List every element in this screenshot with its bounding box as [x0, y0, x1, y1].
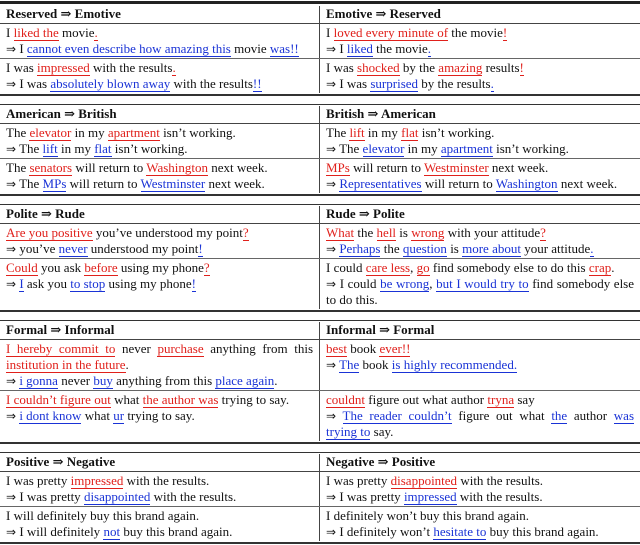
target-highlight: MPs	[42, 176, 67, 191]
source-sentence	[326, 473, 634, 489]
example-row	[0, 158, 640, 193]
plain-text: with the results.	[456, 489, 543, 504]
plain-text: by the	[399, 60, 439, 75]
plain-text: you’ve	[19, 241, 59, 256]
target-highlight: .	[590, 241, 594, 256]
section-divider	[0, 310, 640, 312]
plain-text: figure out what author	[365, 392, 488, 407]
source-highlight: Washington	[146, 160, 209, 175]
plain-text: next week.	[488, 160, 549, 175]
plain-text: never	[115, 341, 158, 356]
transferred-sentence	[6, 408, 313, 424]
example-row	[0, 124, 640, 158]
plain-text: The	[6, 160, 30, 175]
source-highlight: hell	[376, 225, 397, 240]
plain-text: I was	[6, 60, 38, 75]
right-example-cell	[320, 124, 640, 158]
example-row	[0, 340, 640, 390]
arrow-icon: ⇒	[326, 277, 337, 291]
left-section-header: Reserved ⇒ Emotive	[0, 6, 320, 23]
plain-text: will return to	[421, 176, 496, 191]
source-sentence	[6, 341, 313, 373]
plain-text: .	[274, 373, 278, 388]
target-highlight: be wrong	[380, 276, 430, 291]
left-section-header: Formal ⇒ Informal	[0, 322, 320, 339]
transferred-sentence	[326, 241, 634, 257]
source-sentence	[326, 60, 634, 76]
plain-text: is	[396, 225, 412, 240]
section-divider	[0, 194, 640, 196]
transferred-sentence	[6, 41, 313, 57]
plain-text: I was pretty	[326, 473, 391, 488]
right-example-cell	[320, 159, 640, 193]
source-highlight: !	[519, 60, 524, 75]
plain-text: I could	[326, 260, 366, 275]
target-highlight: i gonna	[19, 373, 58, 388]
plain-text: next week.	[208, 160, 268, 175]
arrow-icon: ⇒	[326, 177, 337, 191]
source-highlight: ?	[203, 260, 210, 275]
plain-text: I was pretty	[19, 489, 84, 504]
source-sentence	[6, 25, 313, 41]
target-highlight: .	[490, 76, 494, 91]
arrow-icon: ⇒	[326, 42, 337, 56]
plain-text: I definitely won’t buy this brand again.	[326, 508, 530, 523]
source-highlight: I hereby commit to	[6, 341, 116, 356]
right-example-cell	[320, 24, 640, 58]
section-divider	[0, 320, 640, 322]
target-highlight: !	[198, 241, 203, 256]
arrow-icon: ⇒	[6, 525, 17, 539]
target-highlight: .	[427, 41, 432, 56]
left-example-cell	[0, 391, 320, 441]
transferred-sentence	[326, 524, 634, 540]
plain-text: in my	[57, 141, 95, 156]
target-highlight: was!!	[269, 41, 299, 56]
source-highlight: crap	[588, 260, 612, 275]
source-sentence	[326, 260, 634, 276]
target-highlight: impressed	[403, 489, 457, 504]
plain-text: results	[482, 60, 520, 75]
source-highlight: the author was	[142, 392, 219, 407]
source-highlight: amazing	[438, 60, 483, 75]
source-highlight: care less	[365, 260, 411, 275]
plain-text: I	[326, 25, 334, 40]
plain-text: trying to say.	[218, 392, 290, 407]
left-example-cell	[0, 340, 320, 390]
source-highlight: Are you positive	[6, 225, 93, 240]
target-highlight: the	[551, 408, 568, 423]
arrow-icon: ⇒	[326, 525, 337, 539]
plain-text: I	[339, 41, 347, 56]
transferred-sentence	[326, 41, 634, 57]
plain-text: the movie	[448, 25, 503, 40]
transferred-sentence	[6, 241, 313, 257]
section-spacer	[0, 313, 640, 319]
source-highlight: shocked	[357, 60, 400, 75]
target-highlight: Washington	[495, 176, 558, 191]
arrow-icon: ⇒	[6, 490, 17, 504]
plain-text: is	[446, 241, 463, 256]
source-highlight: best	[326, 341, 347, 356]
arrow-icon: ⇒	[6, 142, 17, 156]
left-example-cell	[0, 24, 320, 58]
transferred-sentence	[326, 357, 634, 373]
target-highlight: place again	[215, 373, 275, 388]
transferred-sentence	[6, 373, 313, 389]
target-highlight: elevator	[362, 141, 405, 156]
arrow-icon: ⇒	[326, 358, 337, 372]
plain-text: author	[567, 408, 614, 423]
left-example-cell	[0, 124, 320, 158]
plain-text: anything from this	[203, 341, 314, 356]
source-sentence	[6, 508, 313, 524]
arrow-icon: ⇒	[326, 77, 337, 91]
source-sentence	[326, 160, 634, 176]
arrow-icon: ⇒	[326, 242, 337, 256]
right-section-header: Emotive ⇒ Reserved	[326, 6, 441, 21]
section-spacer	[0, 97, 640, 103]
transferred-sentence	[6, 489, 313, 505]
source-highlight: impressed	[70, 473, 124, 488]
source-sentence	[6, 225, 313, 241]
plain-text: find somebody else to do this.	[326, 276, 635, 307]
plain-text: will return to	[349, 160, 424, 175]
source-highlight: institution in the future	[6, 357, 126, 372]
plain-text: say.	[370, 424, 394, 439]
plain-text: isn’t working.	[492, 141, 569, 156]
source-sentence	[6, 160, 313, 176]
section-spacer	[0, 445, 640, 451]
right-section-header: British ⇒ American	[326, 106, 436, 121]
source-sentence	[326, 341, 634, 357]
transferred-sentence	[326, 141, 634, 157]
source-sentence	[6, 260, 313, 276]
source-highlight: ?	[242, 225, 249, 240]
plain-text: I was	[326, 60, 358, 75]
transferred-sentence	[6, 76, 313, 92]
plain-text: I was	[339, 76, 371, 91]
plain-text: I was pretty	[6, 473, 71, 488]
plain-text: the movie	[372, 41, 428, 56]
source-highlight: !	[502, 25, 508, 40]
source-highlight: lift	[349, 125, 365, 140]
left-example-cell	[0, 259, 320, 309]
plain-text: in my	[71, 125, 108, 140]
plain-text: with your attitude	[444, 225, 541, 240]
left-example-cell	[0, 507, 320, 541]
target-highlight: disappointed	[83, 489, 151, 504]
transferred-sentence	[326, 489, 634, 505]
source-highlight: apartment	[107, 125, 160, 140]
example-row	[0, 390, 640, 441]
source-highlight: senators	[29, 160, 73, 175]
plain-text: what	[110, 392, 143, 407]
target-highlight: cannot even describe how amazing this	[26, 41, 231, 56]
source-sentence	[326, 392, 634, 408]
source-highlight: purchase	[157, 341, 204, 356]
plain-text: I definitely won’t	[339, 524, 434, 539]
arrow-icon: ⇒	[326, 490, 337, 504]
plain-text: The	[19, 141, 43, 156]
target-highlight: !	[191, 276, 196, 291]
plain-text: isn’t working.	[418, 125, 495, 140]
plain-text: with the results.	[150, 489, 237, 504]
plain-text: say	[514, 392, 535, 407]
target-highlight: Westminster	[140, 176, 206, 191]
plain-text: figure out what	[451, 408, 552, 423]
plain-text: anything from this	[112, 373, 216, 388]
plain-text: in my	[404, 141, 441, 156]
target-highlight: hesitate to	[433, 524, 487, 539]
source-highlight: MPs	[326, 160, 350, 175]
plain-text: ,	[410, 260, 417, 275]
target-highlight: !!	[252, 76, 262, 91]
transferred-sentence	[326, 76, 634, 92]
source-sentence	[6, 392, 313, 408]
plain-text: using my phone	[105, 276, 192, 291]
plain-text: will return to	[72, 160, 147, 175]
plain-text: buy this brand again.	[120, 524, 233, 539]
section-header-row	[0, 206, 640, 224]
transferred-sentence	[6, 176, 313, 192]
arrow-icon: ⇒	[6, 177, 17, 191]
plain-text: with the results.	[457, 473, 543, 488]
target-highlight: ur	[113, 408, 125, 423]
section-header-row	[0, 6, 640, 24]
source-highlight: impressed	[37, 60, 90, 75]
source-highlight: Could	[6, 260, 38, 275]
plain-text: .	[125, 357, 129, 372]
target-highlight: Perhaps	[339, 241, 381, 256]
source-highlight: liked the	[13, 25, 59, 40]
plain-text: I was	[19, 76, 51, 91]
right-section-header: Rude ⇒ Polite	[326, 206, 405, 221]
plain-text: using my phone	[117, 260, 204, 275]
target-highlight: was trying to	[326, 408, 634, 439]
right-section-header: Negative ⇒ Positive	[326, 454, 436, 469]
example-row	[0, 472, 640, 506]
plain-text: I	[6, 25, 14, 40]
right-example-cell	[320, 224, 640, 258]
plain-text: book	[346, 341, 380, 356]
plain-text: the	[380, 241, 403, 256]
left-example-cell	[0, 59, 320, 93]
left-section-header: Positive ⇒ Negative	[0, 454, 320, 471]
target-highlight: Representatives	[339, 176, 422, 191]
target-highlight: buy	[93, 373, 113, 388]
example-row	[0, 258, 640, 309]
source-highlight: What	[326, 225, 355, 240]
arrow-icon: ⇒	[6, 242, 17, 256]
plain-text: the	[354, 225, 377, 240]
plain-text: The	[6, 125, 30, 140]
right-example-cell	[320, 59, 640, 93]
plain-text: I could	[339, 276, 381, 291]
arrow-icon: ⇒	[6, 277, 17, 291]
target-highlight: absolutely blown away	[50, 76, 171, 91]
arrow-icon: ⇒	[326, 409, 337, 423]
plain-text: find somebody else to do this	[429, 260, 589, 275]
source-highlight: Westminster	[424, 160, 489, 175]
section-divider	[0, 94, 640, 96]
left-example-cell	[0, 472, 320, 506]
transferred-sentence	[326, 276, 634, 308]
target-highlight: apartment	[440, 141, 493, 156]
left-example-cell	[0, 224, 320, 258]
example-row	[0, 224, 640, 258]
section-divider	[0, 104, 640, 106]
plain-text: your attitude	[520, 241, 591, 256]
transferred-sentence	[326, 408, 634, 440]
plain-text: buy this brand again.	[486, 524, 599, 539]
plain-text: with the results.	[123, 473, 210, 488]
plain-text: The	[326, 125, 350, 140]
arrow-icon: ⇒	[6, 77, 17, 91]
plain-text: I	[19, 41, 27, 56]
source-highlight: .	[94, 25, 98, 40]
plain-text: what	[81, 408, 114, 423]
target-highlight: never	[58, 241, 88, 256]
target-highlight: liked	[346, 41, 373, 56]
plain-text: I will definitely	[19, 524, 104, 539]
target-highlight: question	[402, 241, 447, 256]
source-highlight: I couldn’t figure out	[6, 392, 111, 407]
arrow-icon: ⇒	[6, 42, 17, 56]
example-row	[0, 506, 640, 541]
source-highlight: .	[172, 60, 176, 75]
plain-text: in my	[364, 125, 402, 140]
plain-text: with the results	[89, 60, 173, 75]
plain-text: movie	[230, 41, 270, 56]
plain-text: understood my point	[87, 241, 199, 256]
target-highlight: is highly recommended.	[391, 357, 518, 372]
section-spacer	[0, 197, 640, 203]
source-highlight: tryna	[487, 392, 515, 407]
plain-text: ,	[429, 276, 437, 291]
section-divider	[0, 452, 640, 454]
example-row	[0, 24, 640, 58]
plain-text: never	[57, 373, 94, 388]
section-divider	[0, 442, 640, 444]
plain-text: isn’t working.	[159, 125, 236, 140]
source-highlight: ?	[540, 225, 546, 240]
target-highlight: surprised	[370, 76, 419, 91]
source-highlight: ever!!	[379, 341, 411, 356]
transferred-sentence	[6, 276, 313, 292]
transferred-sentence	[6, 524, 313, 540]
plain-text: I will definitely buy this brand again.	[6, 508, 200, 523]
target-highlight: The reader couldn’t	[342, 408, 452, 423]
arrow-icon: ⇒	[6, 374, 17, 388]
right-example-cell	[320, 259, 640, 309]
target-highlight: not	[103, 524, 121, 539]
target-highlight: to stop	[70, 276, 106, 291]
source-sentence	[6, 60, 313, 76]
target-highlight: more about	[462, 241, 521, 256]
source-sentence	[6, 473, 313, 489]
source-sentence	[326, 25, 634, 41]
plain-text: isn’t working.	[111, 141, 188, 156]
bottom-rule	[0, 542, 640, 544]
target-highlight: i dont know	[19, 408, 82, 423]
section-divider	[0, 204, 640, 206]
source-highlight: elevator	[29, 125, 72, 140]
plain-text: next week.	[205, 176, 265, 191]
left-section-header: Polite ⇒ Rude	[0, 206, 320, 223]
source-highlight: disappointed	[390, 473, 458, 488]
source-sentence	[6, 125, 313, 141]
plain-text: .	[611, 260, 615, 275]
transferred-sentence	[6, 141, 313, 157]
source-highlight: couldnt	[326, 392, 365, 407]
left-example-cell	[0, 159, 320, 193]
plain-text: The	[339, 141, 363, 156]
plain-text: will return to	[66, 176, 141, 191]
right-example-cell	[320, 340, 640, 390]
target-highlight: I	[19, 276, 24, 291]
source-highlight: go	[416, 260, 430, 275]
source-highlight: wrong	[411, 225, 445, 240]
section-header-row	[0, 454, 640, 472]
plain-text: ask you	[23, 276, 71, 291]
right-section-header: Informal ⇒ Formal	[326, 322, 435, 337]
plain-text: The	[19, 176, 43, 191]
right-example-cell	[320, 472, 640, 506]
left-section-header: American ⇒ British	[0, 106, 320, 123]
plain-text: trying to say.	[124, 408, 195, 423]
plain-text: with the results	[170, 76, 253, 91]
arrow-icon: ⇒	[326, 142, 337, 156]
transferred-sentence	[326, 176, 634, 192]
plain-text: by the results	[418, 76, 491, 91]
right-example-cell	[320, 507, 640, 541]
plain-text: I was pretty	[339, 489, 404, 504]
arrow-icon: ⇒	[6, 409, 17, 423]
example-row	[0, 58, 640, 93]
plain-text: next week.	[557, 176, 618, 191]
target-highlight: lift	[42, 141, 58, 156]
target-highlight: but I would try to	[436, 276, 529, 291]
source-sentence	[326, 508, 634, 524]
target-highlight: flat	[94, 141, 112, 156]
source-sentence	[326, 225, 634, 241]
right-example-cell	[320, 391, 640, 441]
plain-text: movie	[58, 25, 95, 40]
section-header-row	[0, 322, 640, 340]
plain-text: you’ve understood my point	[92, 225, 243, 240]
source-sentence	[326, 125, 634, 141]
source-highlight: loved every minute of	[333, 25, 449, 40]
section-header-row	[0, 106, 640, 124]
plain-text: book	[359, 357, 392, 372]
source-highlight: before	[84, 260, 118, 275]
plain-text: you ask	[37, 260, 85, 275]
source-highlight: flat	[401, 125, 419, 140]
target-highlight: The	[339, 357, 360, 372]
top-rule	[0, 1, 640, 4]
